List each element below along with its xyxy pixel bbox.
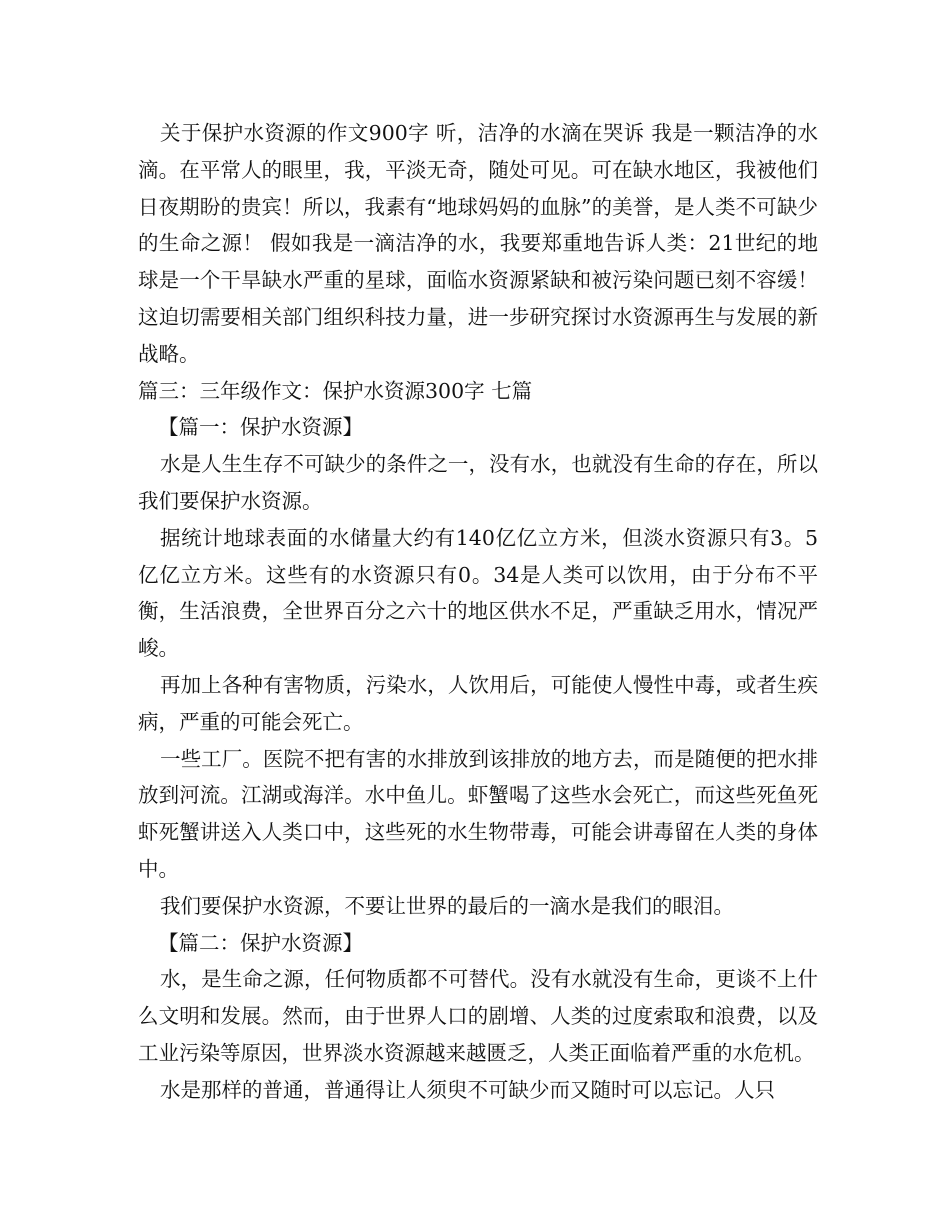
part1-paragraph-1: 水是人生生存不可缺少的条件之一，没有水，也就没有生命的存在，所以我们要保护水资源。 (138, 452, 818, 513)
part1-paragraph-5: 我们要保护水资源，不要让世界的最后的一滴水是我们的眼泪。 (160, 893, 734, 918)
part2-paragraph-2: 水是那样的普通，普通得让人须臾不可缺少而又随时可以忘记。人只 (160, 1077, 775, 1102)
part1-paragraph-4: 一些工厂。医院不把有害的水排放到该排放的地方去，而是随便的把水排放到河流。江湖或海洋。水中鱼儿。虾蟹喝了这些水会死亡，而这些死鱼死虾死蟹讲送入人类口中，这些死的水生物带毒，可能会讲毒留在人类的身体中。 (138, 746, 818, 881)
part1-paragraph-2: 据统计地球表面的水储量大约有140亿亿立方米，但淡水资源只有3。5亿亿立方米。这些有的水资源只有0。34是人类可以饮用，由于分布不平衡，生活浪费，全世界百分之六十的地区供水不足，严重缺乏用水，情况严峻。 (138, 525, 818, 661)
intro-paragraph: 关于保护水资源的作文900字 听，洁净的水滴在哭诉 我是一颗洁净的水滴。在平常人的眼里，我，平淡无奇，随处可见。可在缺水地区，我被他们日夜期盼的贵宾！所以，我素有“地球妈妈的血脉”的美誉，是人类不可缺少的生命之源！ 假如我是一滴洁净的水，我要郑重地告诉人类：21世纪的地球是一个干旱缺水严重的星球，面临水资源紧缺和被污染问题已刻不容缓！这迫切需要相关部门组织科技力量，进一步研究探讨水资源再生与发展的新战略。 (138, 121, 818, 366)
section-title: 篇三：三年级作文：保护水资源300字 七篇 (138, 378, 533, 403)
part2-title: 【篇二：保护水资源】 (158, 930, 363, 955)
part2-paragraph-1: 水，是生命之源，任何物质都不可替代。没有水就没有生命，更谈不上什么文明和发展。然而，由于世界人口的剧增、人类的过度索取和浪费，以及工业污染等原因，世界淡水资源越来越匮乏，人类正面临着严重的水危机。 (138, 967, 818, 1065)
document-body (138, 115, 818, 1109)
part1-title: 【篇一：保护水资源】 (158, 415, 363, 440)
part1-paragraph-3: 再加上各种有害物质，污染水，人饮用后，可能使人慢性中毒，或者生疾病，严重的可能会死亡。 (138, 672, 818, 734)
